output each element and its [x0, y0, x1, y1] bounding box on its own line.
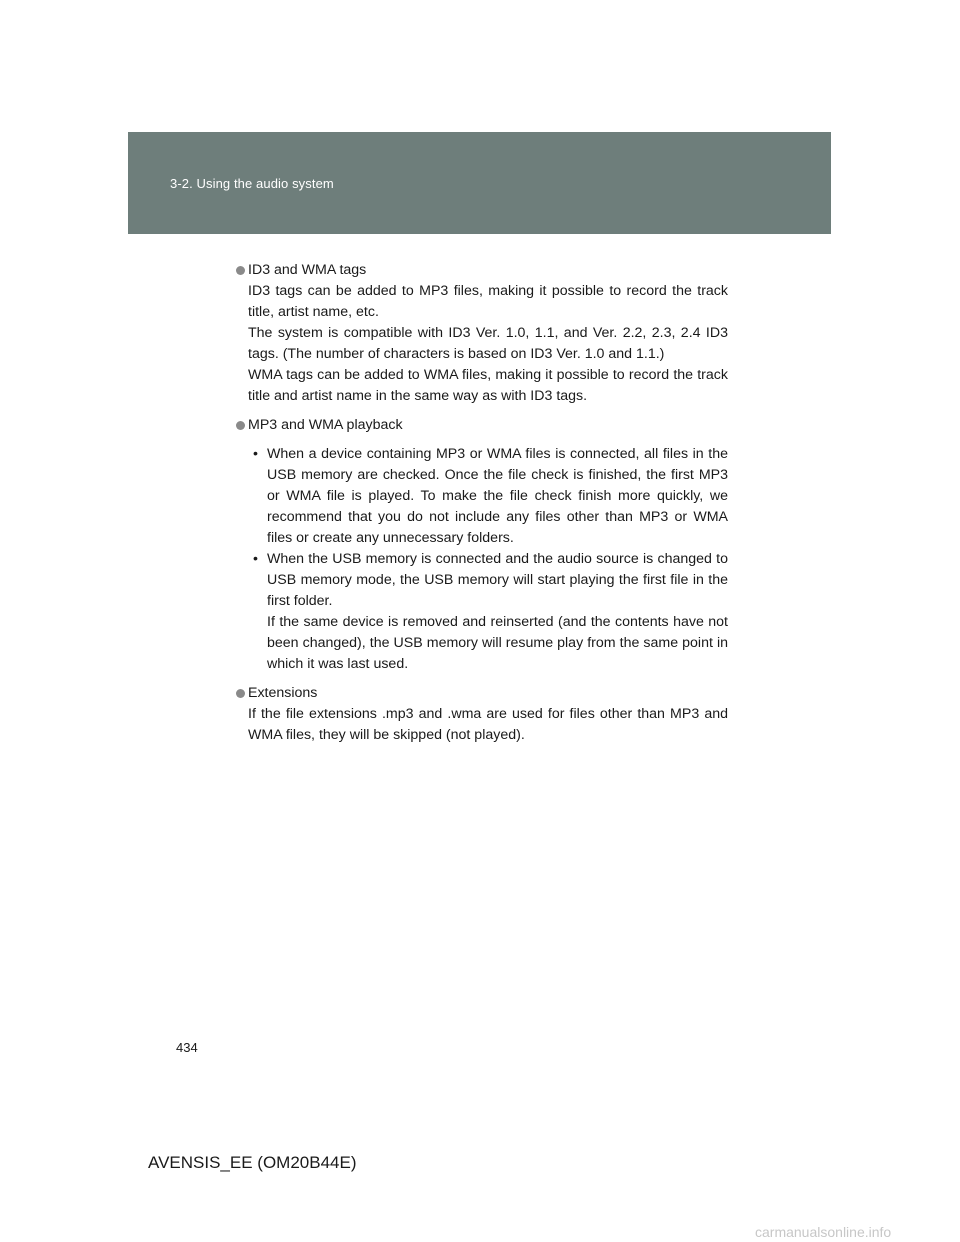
bullet-dot-icon	[236, 421, 245, 430]
page-content	[236, 260, 728, 746]
sub-list-item	[248, 549, 728, 675]
sub-item-paragraph: When the USB memory is connected and the audio source is changed to USB memory mode, the USB memory will start playing the first file in the first folder.	[267, 551, 728, 609]
bullet-heading: ID3 and WMA tags	[248, 262, 367, 278]
watermark-text: carmanualsonline.info	[755, 1224, 892, 1240]
bullet-dot-icon	[236, 689, 245, 698]
document-code: AVENSIS_EE (OM20B44E)	[148, 1153, 357, 1172]
sub-bullet-icon: •	[253, 446, 258, 462]
page-number: 434	[176, 1040, 198, 1055]
sub-item-paragraph: When a device containing MP3 or WMA files is connected, all files in the USB memory are checked. Once the file check is finished, the first MP3 or WMA file is played. To make the file check finish more quickly, we recommend that you do not include any files other than MP3 or WMA files or create any unnecessary folders.	[267, 446, 728, 546]
bullet-heading: MP3 and WMA playback	[248, 417, 403, 433]
bullet-dot-icon	[236, 266, 245, 275]
bullet-mp3-wma-playback	[236, 415, 728, 675]
bullet-paragraph: The system is compatible with ID3 Ver. 1.0, 1.1, and Ver. 2.2, 2.3, 2.4 ID3 tags. (The number of characters is based on ID3 Ver. 1.0 and 1.1.)	[248, 325, 728, 362]
bullet-paragraph: If the file extensions .mp3 and .wma are used for files other than MP3 and WMA files, they will be skipped (not played).	[248, 706, 728, 743]
section-title: 3-2. Using the audio system	[170, 176, 334, 191]
bullet-id3-wma-tags	[236, 260, 728, 407]
section-header-band	[128, 132, 831, 234]
bullet-extensions	[236, 683, 728, 746]
sub-list	[248, 444, 728, 675]
sub-item-paragraph: If the same device is removed and reinserted (and the contents have not been changed), the USB memory will resume play from the same point in which it was last used.	[267, 614, 728, 672]
bullet-heading: Extensions	[248, 685, 318, 701]
sub-bullet-icon: •	[253, 551, 258, 567]
bullet-paragraph: ID3 tags can be added to MP3 files, making it possible to record the track title, artist name, etc.	[248, 283, 728, 320]
bullet-paragraph: WMA tags can be added to WMA files, making it possible to record the track title and artist name in the same way as with ID3 tags.	[248, 367, 728, 404]
sub-list-item	[248, 444, 728, 549]
